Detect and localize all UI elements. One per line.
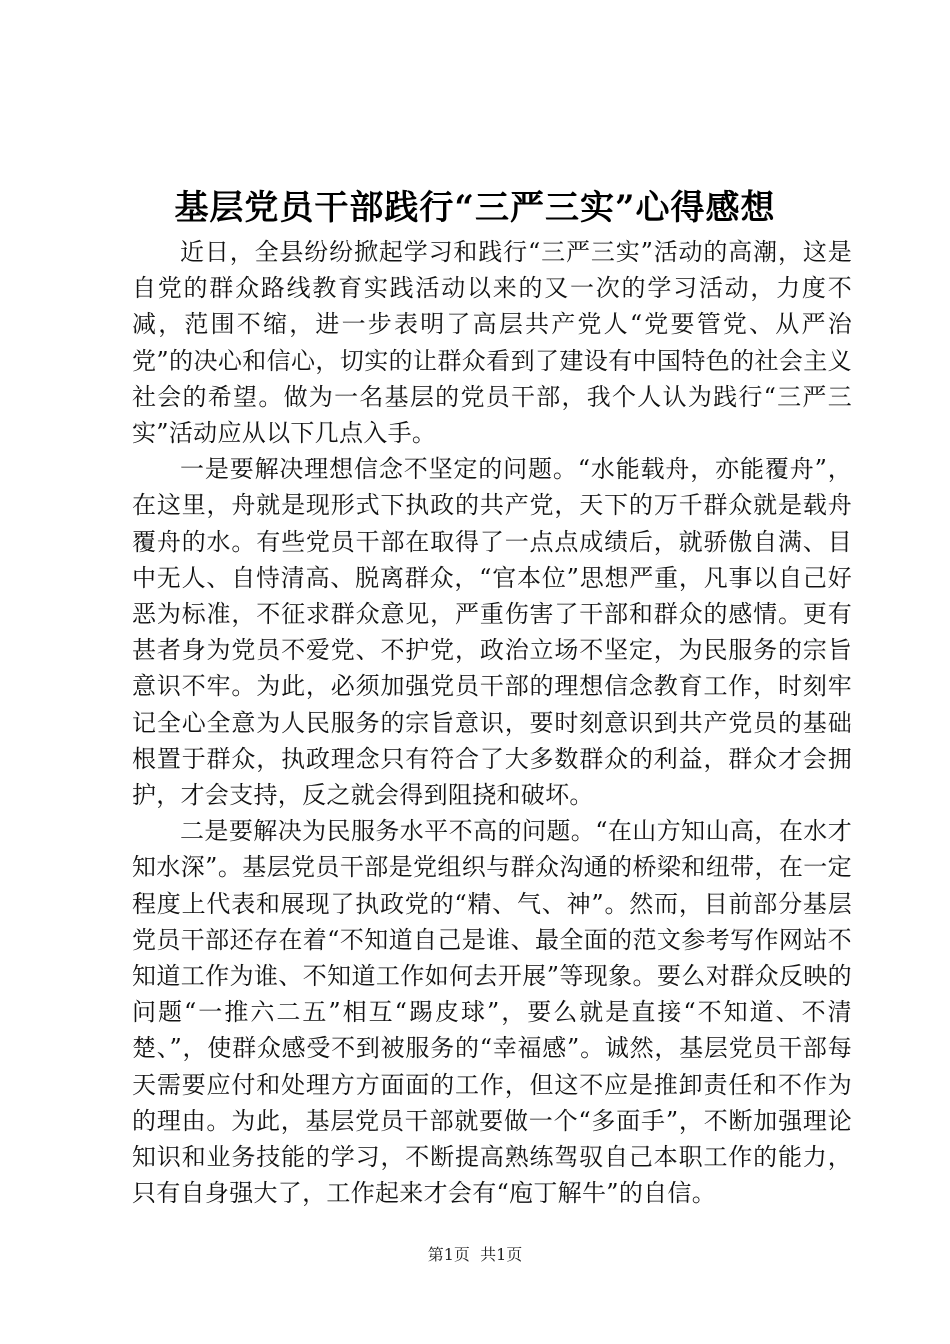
- page-number: 第1页 共1页: [427, 1245, 523, 1264]
- document-title: 基层党员干部践行“三严三实”心得感想: [174, 188, 776, 228]
- paragraph-point-one: 一是要解决理想信念不坚定的问题。“水能载舟，亦能覆舟”，在这里，舟就是现形式下执政的共产党，天下的万千群众就是载舟覆舟的水。有些党员干部在取得了一点点成绩后，就骄傲自满、目中无人、自恃清高、脱离群众，“官本位”思想严重，凡事以自己好恶为标准，不征求群众意见，严重伤害了干部和群众的感情。更有甚者身为党员不爱党、不护党，政治立场不坚定，为民服务的宗旨意识不牢。为此，必须加强党员干部的理想信念教育工作，时刻牢记全心全意为人民服务的宗旨意识，要时刻意识到共产党员的基础根置于群众，执政理念只有符合了大多数群众的利益，群众才会拥护，才会支持，反之就会得到阻挠和破坏。: [132, 455, 852, 810]
- document-body: [132, 234, 852, 1211]
- paragraph-point-two: 二是要解决为民服务水平不高的问题。“在山方知山高，在水才知水深”。基层党员干部是党组织与群众沟通的桥梁和纽带，在一定程度上代表和展现了执政党的“精、气、神”。然而，目前部分基层党员干部还存在着“不知道自己是谁、最全面的范文参考写作网站不知道工作为谁、不知道工作如何去开展”等现象。要么对群众反映的问题“一推六二五”相互“踢皮球”，要么就是直接“不知道、不清楚、”，使群众感受不到被服务的“幸福感”。诚然，基层党员干部每天需要应付和处理方方面面的工作，但这不应是推卸责任和不作为的理由。为此，基层党员干部就要做一个“多面手”，不断加强理论知识和业务技能的学习，不断提高熟练驾驭自己本职工作的能力，只有自身强大了，工作起来才会有“庖丁解牛”的自信。: [132, 817, 852, 1208]
- paragraph-intro: 近日，全县纷纷掀起学习和践行“三严三实”活动的高潮，这是自党的群众路线教育实践活动以来的又一次的学习活动，力度不减，范围不缩，进一步表明了高层共产党人“党要管党、从严治党”的决心和信心，切实的让群众看到了建设有中国特色的社会主义社会的希望。做为一名基层的党员干部，我个人认为践行“三严三实”活动应从以下几点入手。: [132, 238, 852, 448]
- page-footer: [0, 1244, 950, 1266]
